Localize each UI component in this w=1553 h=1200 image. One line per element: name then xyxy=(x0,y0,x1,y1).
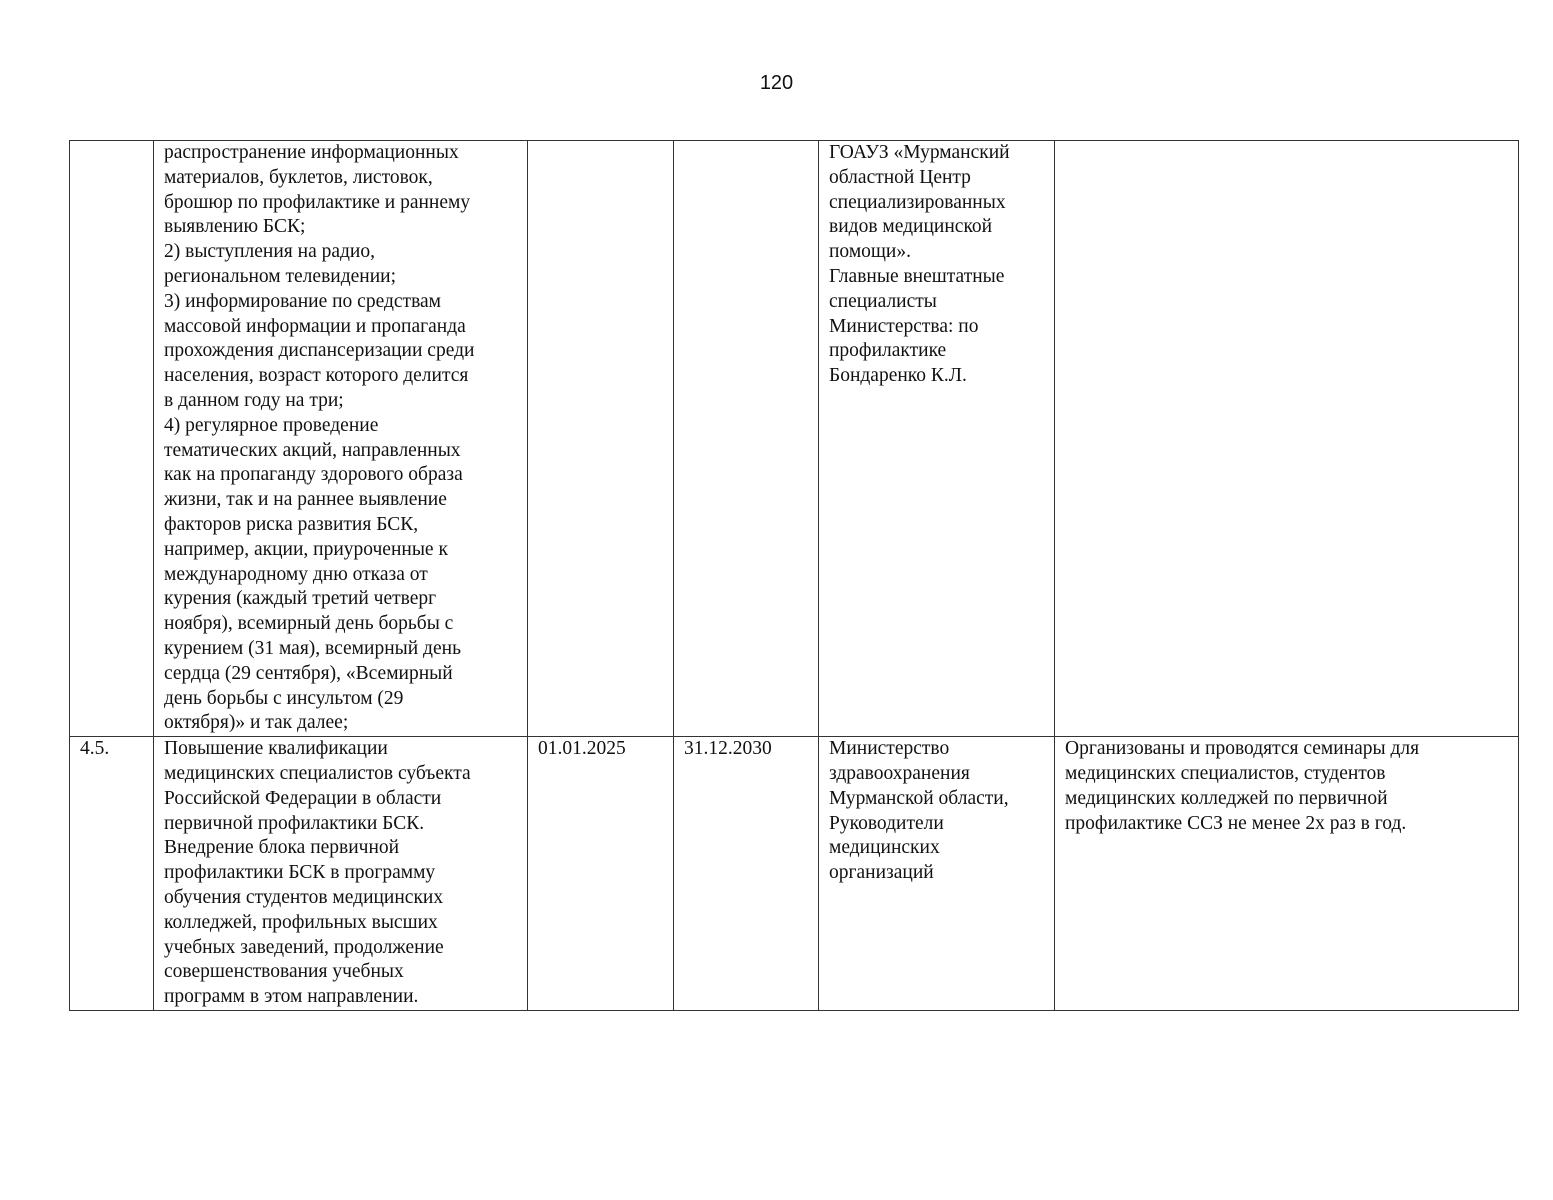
cell-start-date xyxy=(528,141,674,737)
cell-description: Повышение квалификации медицинских специалистов субъекта Российской Федерации в области первичной профилактики БСК. Внедрение блока первичной профилактики БСК в программу обучения студентов медицинских колледжей, профильных высших учебных заведений, продолжение совершенствования учебных программ в этом направлении. xyxy=(154,737,528,1011)
table-row xyxy=(70,141,1519,737)
cell-responsible: Министерство здравоохранения Мурманской области, Руководители медицинских организаций xyxy=(819,737,1055,1011)
cell-result: Организованы и проводятся семинары для медицинских специалистов, студентов медицинских колледжей по первичной профилактике ССЗ не менее 2х раз в год. xyxy=(1055,737,1519,1011)
cell-responsible: ГОАУЗ «Мурманский областной Центр специализированных видов медицинской помощи». Главные внештатные специалисты Министерства: по профилактике Бондаренко К.Л. xyxy=(819,141,1055,737)
page-number: 120 xyxy=(759,72,794,94)
cell-result xyxy=(1055,141,1519,737)
cell-start-date: 01.01.2025 xyxy=(528,737,674,1011)
cell-end-date xyxy=(674,141,819,737)
cell-description: распространение информационных материалов, буклетов, листовок, брошюр по профилактике и раннему выявлению БСК; 2) выступления на радио, региональном телевидении; 3) информирование по средствам массовой информации и пропаганда прохождения диспансеризации среди населения, возраст которого делится в данном году на три; 4) регулярное проведение тематических акций, направленных как на пропаганду здорового образа жизни, так и на раннее выявление факторов риска развития БСК, например, акции, приуроченные к международному дню отказа от курения (каждый третий четверг ноября), всемирный день борьбы с курением (31 мая), всемирный день сердца (29 сентября), «Всемирный день борьбы с инсультом (29 октября)» и так далее; xyxy=(154,141,528,737)
cell-end-date: 31.12.2030 xyxy=(674,737,819,1011)
cell-number xyxy=(70,141,154,737)
cell-number: 4.5. xyxy=(70,737,154,1011)
measures-table xyxy=(69,140,1519,1011)
table-row xyxy=(70,737,1519,1011)
